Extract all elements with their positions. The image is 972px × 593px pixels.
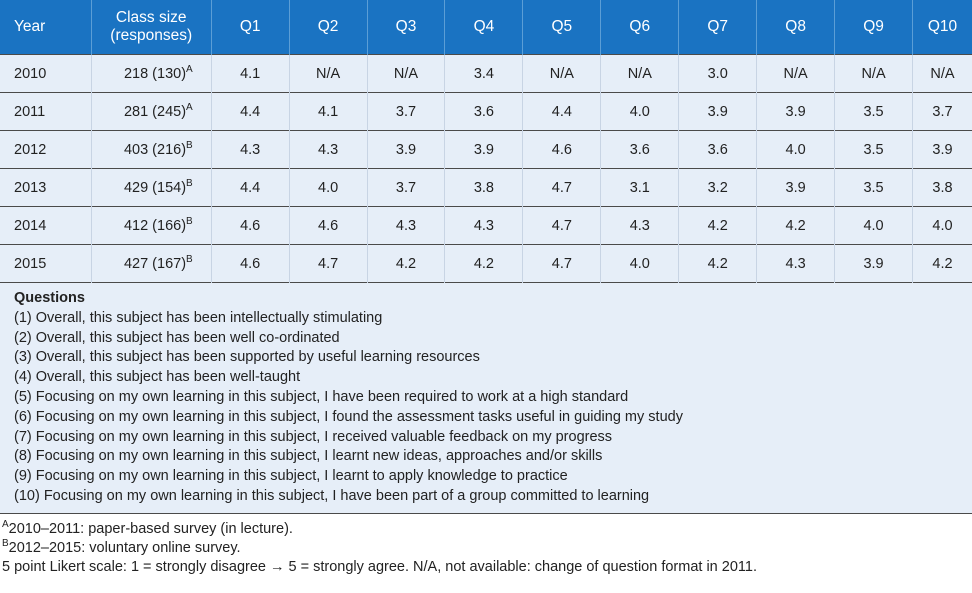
questions-row [0, 283, 972, 514]
table-row [0, 245, 972, 283]
cell-q10: 3.8 [913, 169, 972, 207]
cell-q1: 4.4 [211, 169, 289, 207]
header-class-size [91, 0, 211, 55]
cell-q3: 4.2 [367, 245, 445, 283]
cell-q3: N/A [367, 55, 445, 93]
cell-class-size [91, 245, 211, 283]
cell-q4: 3.8 [445, 169, 523, 207]
cell-q7: 3.2 [679, 169, 757, 207]
footnote-b [2, 539, 972, 558]
cell-q8: 4.3 [757, 245, 835, 283]
header-q7: Q7 [679, 0, 757, 55]
class-size-value: 281 (245) [123, 103, 187, 120]
cell-q9: 3.5 [835, 131, 913, 169]
cell-class-size [91, 169, 211, 207]
cell-q4: 3.6 [445, 93, 523, 131]
cell-q7: 3.6 [679, 131, 757, 169]
header-q2: Q2 [289, 0, 367, 55]
question-item-2: (2) Overall, this subject has been well co-ordinated [14, 329, 340, 346]
header-q4: Q4 [445, 0, 523, 55]
cell-q8: 4.2 [757, 207, 835, 245]
cell-q3: 4.3 [367, 207, 445, 245]
question-item-5: (5) Focusing on my own learning in this subject, I have been required to work at a high standard [14, 388, 629, 405]
question-item-6: (6) Focusing on my own learning in this subject, I found the assessment tasks useful in guiding my study [14, 408, 683, 425]
class-size-value: 429 (154) [123, 179, 187, 196]
footnote-b-mark: B [2, 537, 9, 549]
cell-year: 2012 [0, 131, 91, 169]
cell-q2: 4.7 [289, 245, 367, 283]
table-header-row [0, 0, 972, 55]
footnote-b-text: 2012–2015: voluntary online survey. [8, 539, 241, 556]
cell-q6: 4.0 [601, 93, 679, 131]
cell-q4: 3.4 [445, 55, 523, 93]
cell-q6: 3.6 [601, 131, 679, 169]
cell-q1: 4.1 [211, 55, 289, 93]
cell-q9: 3.5 [835, 169, 913, 207]
cell-q5: N/A [523, 55, 601, 93]
cell-q10: 3.7 [913, 93, 972, 131]
cell-q8: N/A [757, 55, 835, 93]
cell-q5: 4.7 [523, 207, 601, 245]
cell-q2: 4.0 [289, 169, 367, 207]
footnote-scale: 5 point Likert scale: 1 = strongly disagree → 5 = strongly agree. N/A, not available: change of question format in 2011. [2, 558, 757, 575]
header-q10: Q10 [913, 0, 972, 55]
survey-type-footnote-mark: B [186, 177, 193, 189]
table-row [0, 207, 972, 245]
survey-type-footnote-mark: B [186, 253, 193, 265]
class-size-value: 403 (216) [123, 141, 187, 158]
table-row [0, 131, 972, 169]
cell-q5: 4.7 [523, 245, 601, 283]
cell-year: 2015 [0, 245, 91, 283]
header-q5: Q5 [523, 0, 601, 55]
cell-class-size [91, 207, 211, 245]
cell-q6: 4.0 [601, 245, 679, 283]
cell-q8: 3.9 [757, 169, 835, 207]
class-size-value: 218 (130) [123, 65, 187, 82]
cell-q9: 4.0 [835, 207, 913, 245]
cell-q3: 3.7 [367, 169, 445, 207]
cell-q7: 3.0 [679, 55, 757, 93]
question-item-1: (1) Overall, this subject has been intellectually stimulating [14, 309, 383, 326]
cell-q9: 3.9 [835, 245, 913, 283]
cell-q7: 3.9 [679, 93, 757, 131]
cell-class-size [91, 55, 211, 93]
question-item-8: (8) Focusing on my own learning in this subject, I learnt new ideas, approaches and/or skills [14, 448, 603, 465]
cell-q10: 3.9 [913, 131, 972, 169]
footnote-a-text: 2010–2011: paper-based survey (in lecture). [8, 520, 293, 537]
class-size-value: 412 (166) [123, 217, 187, 234]
cell-q5: 4.6 [523, 131, 601, 169]
table-row [0, 169, 972, 207]
cell-q7: 4.2 [679, 245, 757, 283]
cell-q2: N/A [289, 55, 367, 93]
footnote-a [2, 520, 972, 539]
survey-type-footnote-mark: B [186, 139, 193, 151]
cell-q2: 4.1 [289, 93, 367, 131]
table-row [0, 55, 972, 93]
header-q8: Q8 [757, 0, 835, 55]
header-class-size-line2: (responses) [110, 27, 193, 44]
header-q3: Q3 [367, 0, 445, 55]
cell-q4: 3.9 [445, 131, 523, 169]
cell-q3: 3.9 [367, 131, 445, 169]
cell-q9: N/A [835, 55, 913, 93]
cell-q8: 3.9 [757, 93, 835, 131]
question-item-3: (3) Overall, this subject has been supported by useful learning resources [14, 349, 480, 366]
survey-type-footnote-mark: B [186, 215, 193, 227]
question-item-10: (10) Focusing on my own learning in this subject, I have been part of a group committed to learning [14, 487, 650, 504]
questions-title: Questions [14, 290, 85, 306]
cell-class-size [91, 131, 211, 169]
cell-q10: 4.0 [913, 207, 972, 245]
header-q1: Q1 [211, 0, 289, 55]
table-body [0, 55, 972, 514]
cell-q3: 3.7 [367, 93, 445, 131]
cell-q1: 4.3 [211, 131, 289, 169]
questions-legend [0, 283, 972, 514]
cell-q5: 4.4 [523, 93, 601, 131]
footnote-a-mark: A [2, 518, 9, 530]
cell-class-size [91, 93, 211, 131]
footnotes [0, 514, 972, 577]
cell-year: 2011 [0, 93, 91, 131]
cell-q10: 4.2 [913, 245, 972, 283]
question-item-4: (4) Overall, this subject has been well-taught [14, 369, 301, 386]
question-item-7: (7) Focusing on my own learning in this subject, I received valuable feedback on my progress [14, 428, 613, 445]
header-q9: Q9 [835, 0, 913, 55]
class-size-value: 427 (167) [123, 255, 187, 272]
cell-q1: 4.4 [211, 93, 289, 131]
cell-year: 2014 [0, 207, 91, 245]
cell-q5: 4.7 [523, 169, 601, 207]
cell-q2: 4.6 [289, 207, 367, 245]
survey-type-footnote-mark: A [186, 63, 193, 75]
cell-q6: 4.3 [601, 207, 679, 245]
table-row [0, 93, 972, 131]
question-item-9: (9) Focusing on my own learning in this subject, I learnt to apply knowledge to practice [14, 468, 568, 485]
cell-q1: 4.6 [211, 207, 289, 245]
header-year: Year [0, 0, 91, 55]
cell-q2: 4.3 [289, 131, 367, 169]
cell-q6: N/A [601, 55, 679, 93]
cell-q7: 4.2 [679, 207, 757, 245]
header-q6: Q6 [601, 0, 679, 55]
cell-q8: 4.0 [757, 131, 835, 169]
cell-q1: 4.6 [211, 245, 289, 283]
cell-year: 2013 [0, 169, 91, 207]
cell-q6: 3.1 [601, 169, 679, 207]
cell-q4: 4.3 [445, 207, 523, 245]
cell-year: 2010 [0, 55, 91, 93]
cell-q9: 3.5 [835, 93, 913, 131]
cell-q10: N/A [913, 55, 972, 93]
survey-type-footnote-mark: A [186, 101, 193, 113]
header-class-size-line1: Class size [115, 9, 187, 26]
cell-q4: 4.2 [445, 245, 523, 283]
